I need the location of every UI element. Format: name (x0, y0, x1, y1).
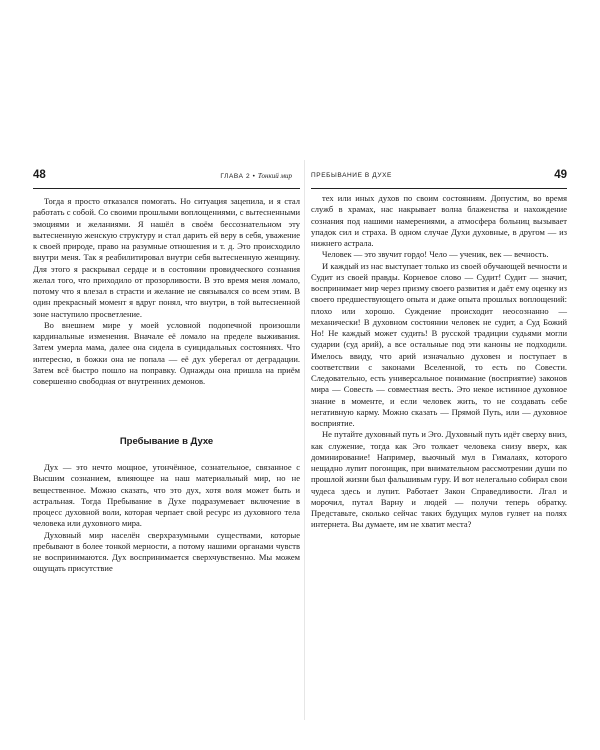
section-title: Пребывание в Духе (119, 436, 214, 447)
paragraph: Дух — это нечто мощное, утончённое, сознательное, связанное с Высшим сознанием, влияющее на наш материальный мир, но не вещественное. Можно сказать, что это дух, хотя воля может быть и астральная. Тогда Пребывание в Духе подразумевает включение в процесс духовной воли, которая черпает свой ресурс из духовного тела человека или духовного мира. (33, 462, 300, 529)
paragraph: тех или иных духов по своим состояниям. Допустим, во время служб в храмах, нас накрывает волна блаженства и нахождение сознания под нашими намерениями, а атмосфера больниц вызывает упадок сил и страха. В одном случае Духи духовные, в другом — из нижнего астрала. (311, 193, 567, 248)
paragraph: Духовный мир населён сверхразумными существами, которые пребывают в более тонкой мерности, а потому нашими органами чувств не воспринимаются. Дух воспринимается сверхчувственно. Мы можем ощущать присутствие (33, 529, 300, 574)
paragraph: Во внешнем мире у моей условной подопечной произошли кардинальные изменения. Вначале её ломало на пределе выживания. Затем умерла мама, далее она сидела в суицидальных состояниях. Что интересно, в божки она не попала — её дух уберегал от деградации. Затем всё быстро пошло на поправку. Однажды она пришла на приём совершенно свободная от внутренних демонов. (33, 319, 300, 386)
paragraph: Тогда я просто отказался помогать. Но ситуация зацепила, и я стал работать с собой. Со своими прошлыми воплощениями, с вытесненными эмоциями и желаниями. Я нашёл в своём бессознательном эту вытесненную женскую структуру и стал дарить ей веру в себя, уважение к своей природе, право на разумные отношения и т. д. Это происходило внутри меня. Так я реабилитировал внутри себя вытесненную женщину. Для этого я раскрывал сердце и в состоянии провидческого сознания желал того, что приходило от прозорливости. В это время меня ломало, потому что я влезал в страсти и желание не связывался со всем этим. В один прекрасный момент я вдруг понял, что внутри, в той вытесненной зоне наступило просветление. (33, 196, 300, 319)
paragraph: И каждый из нас выступает только из своей обучающей вечности и Судит из своей правды. Корневое слово — Судит! Судит — значит, воспринимает мир через призму своего развития и даёт ему оценку из своего предшествующего опыта и даже опыта прошлых воплощений: плохо или хорошо. Суждение происходит неосознанно — механически! В духовном состоянии человек не судит, а Суд Божий Но! Не каждый может судить! В русской традиции судьями могли сударии (суд арий), а все остальные под эти каноны не подходили. Имелось ввиду, что арий изначально духовен и поступает в соответствии с законами Вселенной, то есть по Совести. Следовательно, есть универсальное понимание (восприятие) законов мира — Совесть — совместная весть. Это некое истинное духовное знание в моменте, и если человек жить, то не создавать себе негативную карму. Можно сказать — Прямой Путь, или — духовное восприятие. (311, 260, 567, 428)
right-text (311, 193, 567, 531)
left-page (33, 0, 300, 750)
left-running-title (220, 172, 292, 180)
book-gutter (304, 160, 305, 720)
left-running-head (33, 169, 300, 189)
right-page-number: 49 (554, 169, 567, 181)
right-running-title: ПРЕБЫВАНИЕ В ДУХЕ (311, 172, 392, 179)
left-text-top (33, 196, 300, 387)
right-page (311, 0, 567, 750)
paragraph: Человек — это звучит гордо! Чело — ученик, век — вечность. (322, 249, 549, 260)
right-running-head (311, 169, 567, 189)
left-text-bottom (33, 462, 300, 575)
left-running-title-italic: Тонкий мир (257, 172, 292, 180)
left-page-number: 48 (33, 169, 46, 181)
left-running-title-prefix: ГЛАВА 2 • (220, 173, 256, 180)
paragraph: Не путайте духовный путь и Эго. Духовный путь идёт сверху вниз, как служение, тогда как Эго толкает человека снизу вверх, как доминирование! Например, вьючный мул в Гималаях, которого нещадно лупит погонщик, при внимательном рассмотрении души по прошлой жизни был фальшивым гуру. И вот нелегально собирал свои чудеса здесь и лупит. Работает Закон Справедливости. Лгал и морочил, путал Варну и людей — получи теперь обратку. Представьте, сколько сейчас таких будущих мулов гуляет на полях интернета. Вы думаете, им не хватит места? (311, 429, 567, 530)
